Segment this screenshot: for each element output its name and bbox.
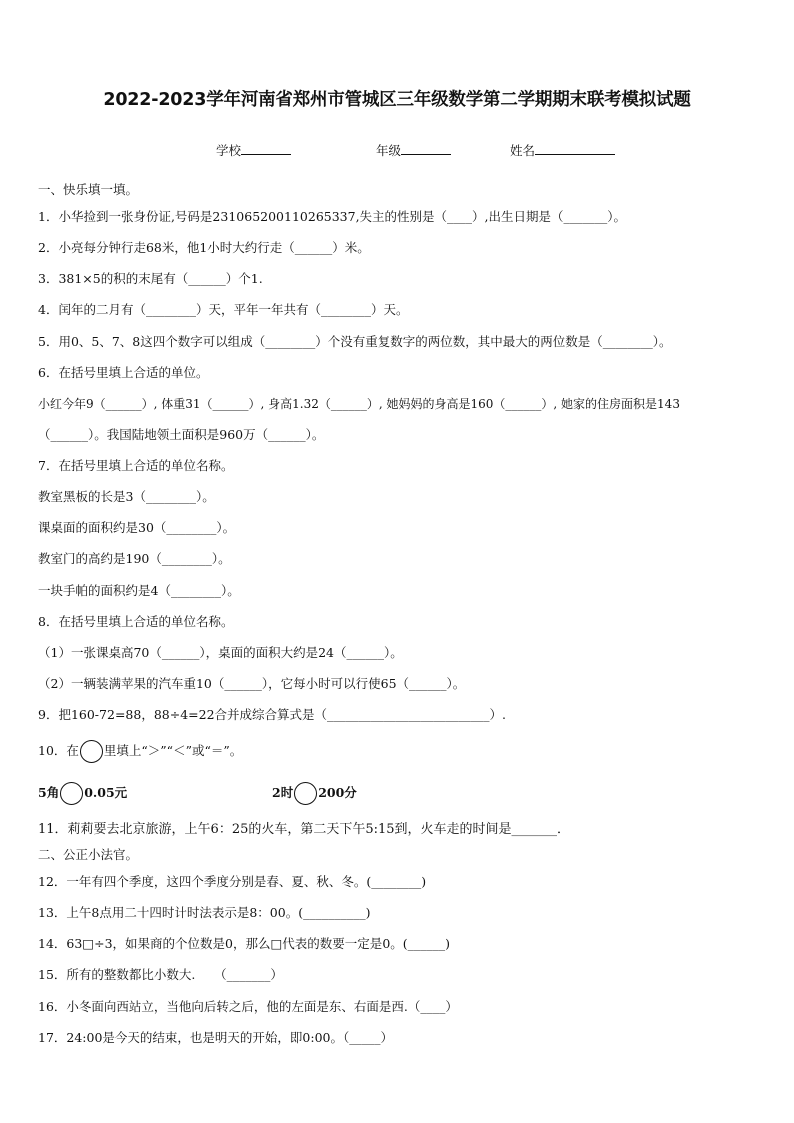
question-12: 12．一年有四个季度，这四个季度分别是春、夏、秋、冬。(________) [38,874,427,889]
question-13: 13．上午8点用二十四时计时法表示是8：00。(__________) [38,905,371,920]
question-6-line-2: （______）。我国陆地领土面积是960万（______）。 [38,427,325,442]
question-7-line-3: 教室门的高约是190（________）。 [38,551,231,566]
question-10-suffix: 里填上“＞”“＜”或“＝”。 [103,743,243,758]
question-1: 1．小华捡到一张身份证,号码是231065200110265337,失主的性别是（____）,出生日期是（_______）。 [38,209,627,224]
page-title: 2022-2023学年河南省郑州市管城区三年级数学第二学期期末联考模拟试题 [103,90,691,110]
question-15: 15．所有的整数都比小数大. （_______） [38,967,283,982]
part-2-left: 2时 [272,785,294,800]
grade-field[interactable] [376,141,451,159]
question-5: 5．用0、5、7、8这四个数字可以组成（________）个没有重复数字的两位数，其中最大的两位数是（________）。 [38,334,672,349]
question-8: 8．在括号里填上合适的单位名称。 [38,614,234,629]
question-6: 6．在括号里填上合适的单位。 [38,365,209,380]
question-4: 4．闰年的二月有（________）天，平年一年共有（________）天。 [38,302,409,317]
question-16: 16．小冬面向西站立，当他向后转之后，他的左面是东、右面是西.（____） [38,999,458,1014]
question-10-prefix: 10．在 [38,743,79,758]
question-2: 2．小亮每分钟行走68米，他1小时大约行走（______）米。 [38,240,370,255]
part-1-left: 5角 [38,785,60,800]
question-10 [38,738,242,764]
question-7-line-4: 一块手帕的面积约是4（________）。 [38,583,240,598]
question-17: 17．24:00是今天的结束，也是明天的开始，即0:00。（_____） [38,1030,393,1045]
question-11: 11．莉莉要去北京旅游，上午6：25的火车，第二天下午5:15到，火车走的时间是_______． [38,822,571,837]
school-label: 学校 [216,143,242,158]
part-2-circle-icon[interactable] [294,782,317,805]
grade-label: 年级 [376,143,402,158]
question-7: 7．在括号里填上合适的单位名称。 [38,458,234,473]
name-blank[interactable] [535,141,615,155]
part-1-right: 0.05元 [84,785,128,800]
question-9: 9．把160-72=88，88÷4=22合并成综合算式是（__________________________）. [38,707,507,722]
question-8-line-1: （1）一张课桌高70（______），桌面的面积大约是24（______）。 [38,645,403,660]
school-blank[interactable] [241,141,291,155]
question-10-part-2 [272,780,357,806]
name-label: 姓名 [510,143,536,158]
question-6-line-1: 小红今年9（______）, 体重31（______）, 身高1.32（______）, 她妈妈的身高是160（______）, 她家的住房面积是143 [38,397,680,411]
question-8-line-2: （2）一辆装满苹果的汽车重10（______），它每小时可以行使65（______）。 [38,676,466,691]
question-7-line-2: 课桌面的面积约是30（________）。 [38,520,236,535]
school-field[interactable] [216,141,291,159]
answer-circle-icon [80,740,103,763]
name-field[interactable] [510,141,615,159]
section-heading-2: 二、公正小法官。 [38,847,139,862]
section-heading-1: 一、快乐填一填。 [38,182,139,197]
part-2-right: 200分 [318,785,357,800]
grade-blank[interactable] [401,141,451,155]
question-14: 14．63□÷3，如果商的个位数是0，那么□代表的数要一定是0。(______) [38,936,451,951]
question-3: 3．381×5的积的末尾有（______）个1. [38,271,263,286]
question-10-part-1 [38,780,127,806]
question-7-line-1: 教室黑板的长是3（________）。 [38,489,215,504]
part-1-circle-icon[interactable] [60,782,83,805]
